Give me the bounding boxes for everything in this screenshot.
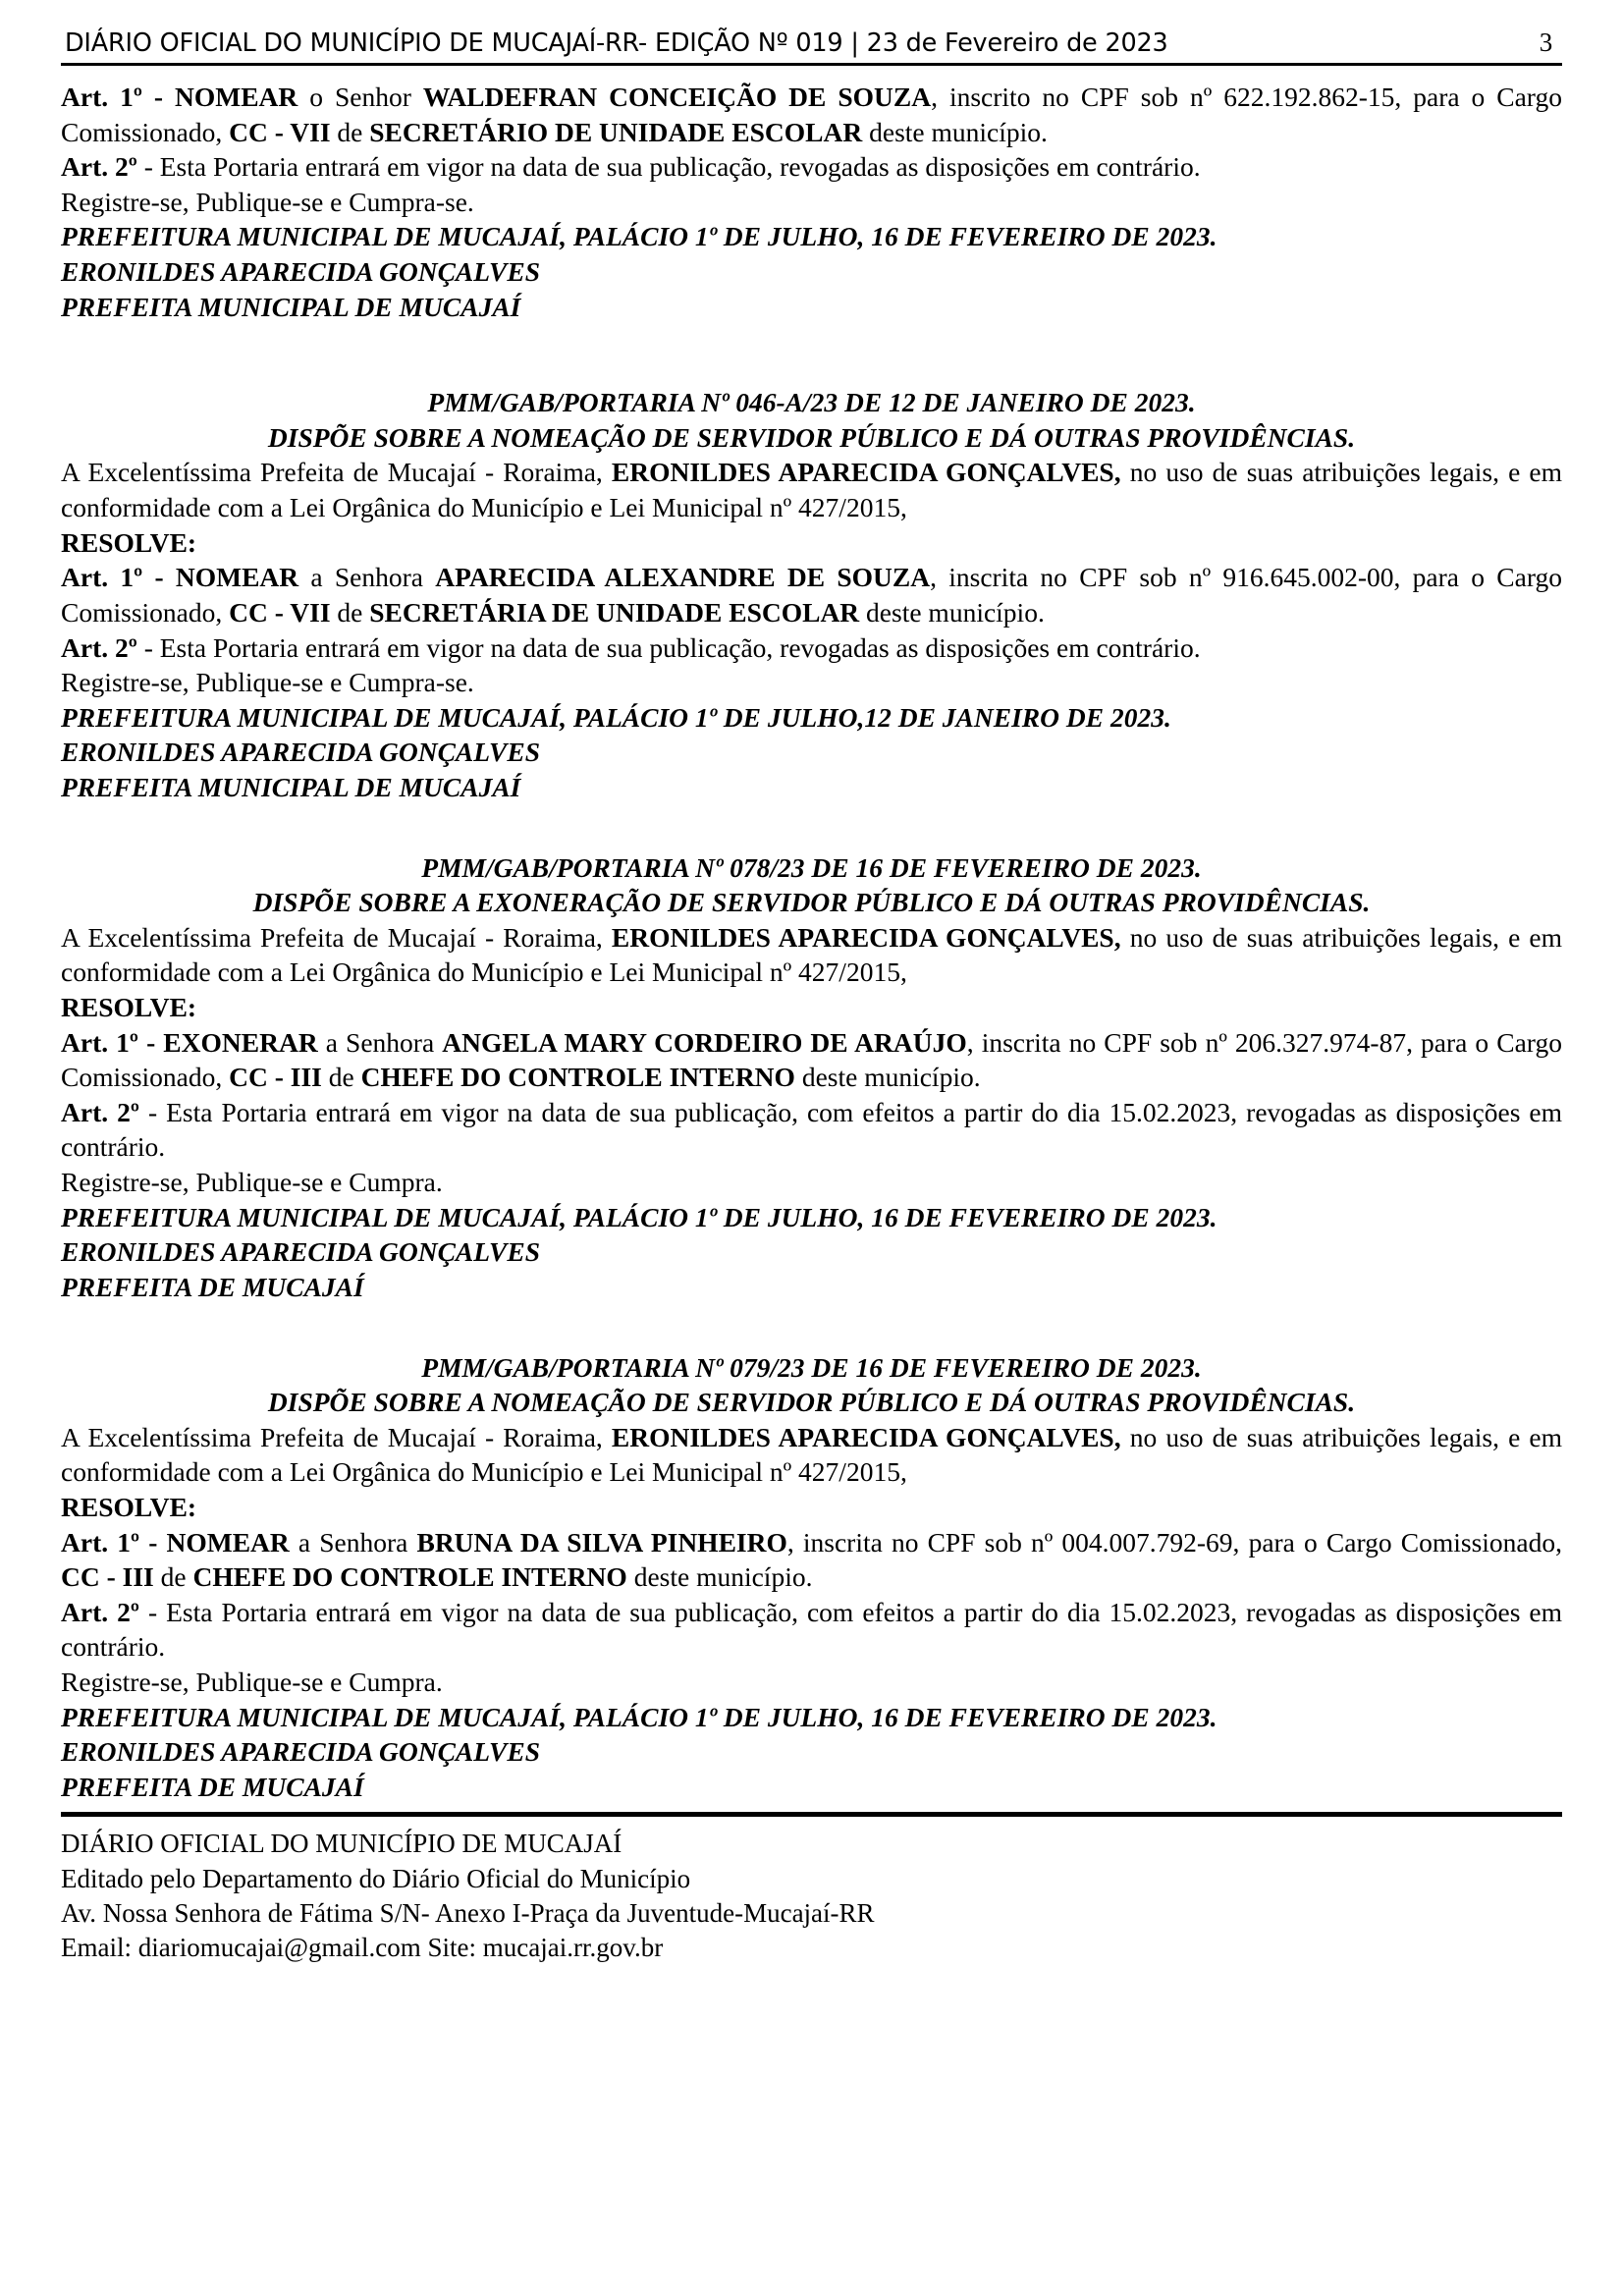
registre-line: Registre-se, Publique-se e Cumpra.	[61, 1666, 443, 1697]
portaria-ementa: DISPÕE SOBRE A NOMEAÇÃO DE SERVIDOR PÚBLICO E DÁ OUTRAS PROVIDÊNCIAS.	[267, 1387, 1356, 1418]
local-data-line: PREFEITURA MUNICIPAL DE MUCAJAÍ, PALÁCIO 1º DE JULHO, 16 DE FEVEREIRO DE 2023.	[61, 221, 1217, 252]
preamble-mayor-name: ERONILDES APARECIDA GONÇALVES,	[611, 921, 1121, 953]
article-1-cc: CC - VII	[229, 116, 331, 147]
article-2-text: - Esta Portaria entrará em vigor na data de sua publicação, com efeitos a partir do dia 15.02.2023, revogadas as disposições em contrário.	[61, 1096, 1563, 1163]
article-1-mid1: a Senhora	[289, 1526, 417, 1558]
signature-name: ERONILDES APARECIDA GONÇALVES	[61, 737, 541, 768]
article-1-cargo: SECRETÁRIO DE UNIDADE ESCOLAR	[369, 116, 863, 147]
document-body	[61, 80, 1562, 1804]
article-1-mid1: a Senhora	[317, 1026, 443, 1058]
article-1-suffix: deste município.	[794, 1062, 981, 1093]
article-1-cargo: CHEFE DO CONTROLE INTERNO	[192, 1561, 627, 1593]
article-1-mid2: , inscrito no CPF sob nº 622.192.862-15, para o Cargo Comissionado,	[61, 82, 1562, 147]
preamble-part1: A Excelentíssima Prefeita de Mucajaí - Roraima,	[61, 921, 612, 953]
portaria-section	[61, 385, 1562, 804]
article-1-mid3: de	[330, 596, 370, 628]
article-2	[61, 630, 1562, 666]
portaria-preamble	[61, 1420, 1562, 1490]
preamble-mayor-name: ERONILDES APARECIDA GONÇALVES,	[611, 1421, 1121, 1452]
footer-line-address: Av. Nossa Senhora de Fátima S/N- Anexo I-Praça da Juventude-Mucajaí-RR	[61, 1897, 875, 1928]
registre-line: Registre-se, Publique-se e Cumpra-se.	[61, 186, 474, 217]
article-1-mid2: , inscrita no CPF sob nº 916.645.002-00, para o Cargo Comissionado,	[61, 562, 1562, 628]
portaria-section	[61, 850, 1562, 1305]
article-2	[61, 1595, 1562, 1665]
footer-line-editor: Editado pelo Departamento do Diário Oficial do Município	[61, 1863, 691, 1893]
footer-line-title: DIÁRIO OFICIAL DO MUNICÍPIO DE MUCAJAÍ	[61, 1829, 622, 1859]
article-1-mid2: , inscrita no CPF sob nº 004.007.792-69, para o Cargo Comissionado,	[786, 1526, 1562, 1558]
portaria-ementa: DISPÕE SOBRE A NOMEAÇÃO DE SERVIDOR PÚBLICO E DÁ OUTRAS PROVIDÊNCIAS.	[267, 421, 1356, 453]
article-1-prefix: Art. 1º - NOMEAR	[61, 82, 298, 112]
article-1-prefix: Art. 1º - NOMEAR	[61, 1526, 290, 1558]
article-1	[61, 1025, 1562, 1095]
local-data-line: PREFEITURA MUNICIPAL DE MUCAJAÍ, PALÁCIO 1º DE JULHO,12 DE JANEIRO DE 2023.	[61, 701, 1171, 733]
article-1	[61, 560, 1562, 629]
signature-name: ERONILDES APARECIDA GONÇALVES	[61, 1236, 541, 1268]
page-header	[61, 27, 1562, 63]
local-data-line: PREFEITURA MUNICIPAL DE MUCAJAÍ, PALÁCIO 1º DE JULHO, 16 DE FEVEREIRO DE 2023.	[61, 1201, 1217, 1232]
page-number: 3	[1539, 27, 1552, 57]
article-1-cargo: SECRETÁRIA DE UNIDADE ESCOLAR	[369, 596, 860, 628]
article-1-mid1: a Senhora	[298, 562, 436, 593]
signature-role: PREFEITA DE MUCAJAÍ	[61, 1771, 364, 1802]
section-spacer	[61, 805, 1562, 850]
section-spacer	[61, 324, 1562, 385]
article-1-mid3: de	[321, 1062, 361, 1093]
registre-line: Registre-se, Publique-se e Cumpra-se.	[61, 667, 474, 698]
article-2-prefix: Art. 2º	[61, 1596, 139, 1627]
article-1-mid1: o Senhor	[298, 82, 423, 112]
preamble-part2: no uso de suas atribuições legais, e em conformidade com a Lei Orgânica do Município e Lei Municipal nº 427/2015,	[61, 457, 1563, 523]
resolve-label: RESOLVE:	[61, 1491, 197, 1522]
article-1-suffix: deste município.	[626, 1561, 813, 1593]
signature-role: PREFEITA MUNICIPAL DE MUCAJAÍ	[61, 291, 521, 322]
footer-divider	[61, 1812, 1562, 1817]
article-2-prefix: Art. 2º	[61, 1096, 139, 1127]
portaria-title: PMM/GAB/PORTARIA Nº 046-A/23 DE 12 DE JANEIRO DE 2023.	[427, 387, 1196, 418]
article-2-text: - Esta Portaria entrará em vigor na data de sua publicação, revogadas as disposições em contrário.	[136, 631, 1201, 663]
preamble-part1: A Excelentíssima Prefeita de Mucajaí - Roraima,	[61, 1421, 612, 1452]
article-1-cc: CC - III	[61, 1561, 154, 1593]
preamble-part2: no uso de suas atribuições legais, e em conformidade com a Lei Orgânica do Município e Lei Municipal nº 427/2015,	[61, 921, 1563, 988]
article-1-mid3: de	[153, 1561, 193, 1593]
portaria-ementa: DISPÕE SOBRE A EXONERAÇÃO DE SERVIDOR PÚBLICO E DÁ OUTRAS PROVIDÊNCIAS.	[252, 887, 1371, 918]
portaria-preamble	[61, 455, 1562, 524]
article-2-text: - Esta Portaria entrará em vigor na data de sua publicação, com efeitos a partir do dia 15.02.2023, revogadas as disposições em contrário.	[61, 1596, 1563, 1663]
article-1-person: WALDEFRAN CONCEIÇÃO DE SOUZA	[422, 82, 932, 112]
article-1-suffix: deste município.	[859, 596, 1045, 628]
article-2	[61, 149, 1562, 185]
footer-line-contact: Email: diariomucajai@gmail.com Site: mucajai.rr.gov.br	[61, 1932, 664, 1962]
article-1-cc: CC - III	[229, 1062, 322, 1093]
local-data-line: PREFEITURA MUNICIPAL DE MUCAJAÍ, PALÁCIO 1º DE JULHO, 16 DE FEVEREIRO DE 2023.	[61, 1701, 1217, 1732]
preamble-part1: A Excelentíssima Prefeita de Mucajaí - Roraima,	[61, 457, 612, 488]
article-2-text: - Esta Portaria entrará em vigor na data de sua publicação, revogadas as disposições em contrário.	[136, 151, 1201, 183]
signature-role: PREFEITA DE MUCAJAÍ	[61, 1271, 364, 1302]
portaria-preamble	[61, 920, 1562, 990]
article-2-prefix: Art. 2º	[61, 151, 137, 183]
resolve-label: RESOLVE:	[61, 526, 197, 558]
portaria-title: PMM/GAB/PORTARIA Nº 078/23 DE 16 DE FEVEREIRO DE 2023.	[421, 851, 1202, 883]
article-1	[61, 1525, 1562, 1595]
preamble-part2: no uso de suas atribuições legais, e em conformidade com a Lei Orgânica do Município e Lei Municipal nº 427/2015,	[61, 1421, 1563, 1488]
article-1-cc: CC - VII	[229, 596, 331, 628]
article-1-person: APARECIDA ALEXANDRE DE SOUZA	[435, 562, 931, 593]
registre-line: Registre-se, Publique-se e Cumpra.	[61, 1167, 443, 1198]
signature-role: PREFEITA MUNICIPAL DE MUCAJAÍ	[61, 771, 521, 802]
article-1-person: ANGELA MARY CORDEIRO DE ARAÚJO	[442, 1026, 967, 1058]
article-1-cargo: CHEFE DO CONTROLE INTERNO	[360, 1062, 795, 1093]
preamble-mayor-name: ERONILDES APARECIDA GONÇALVES,	[611, 457, 1121, 488]
header-divider	[61, 63, 1562, 66]
portaria-section	[61, 80, 1562, 324]
section-spacer	[61, 1305, 1562, 1350]
article-1-prefix: Art. 1º - EXONERAR	[61, 1026, 318, 1058]
article-1-suffix: deste município.	[862, 116, 1048, 147]
header-title: DIÁRIO OFICIAL DO MUNICÍPIO DE MUCAJAÍ-RR- EDIÇÃO Nº 019 | 23 de Fevereiro de 2023	[65, 28, 1168, 58]
signature-name: ERONILDES APARECIDA GONÇALVES	[61, 1736, 541, 1768]
article-2	[61, 1095, 1562, 1165]
page-footer	[61, 1827, 1562, 1964]
signature-name: ERONILDES APARECIDA GONÇALVES	[61, 256, 541, 288]
article-1-person: BRUNA DA SILVA PINHEIRO	[416, 1526, 787, 1558]
article-1-mid2: , inscrita no CPF sob nº 206.327.974-87, para o Cargo Comissionado,	[61, 1026, 1562, 1093]
article-1	[61, 80, 1562, 149]
resolve-label: RESOLVE:	[61, 992, 197, 1023]
article-1-mid3: de	[330, 116, 370, 147]
portaria-title: PMM/GAB/PORTARIA Nº 079/23 DE 16 DE FEVEREIRO DE 2023.	[421, 1351, 1202, 1383]
article-2-prefix: Art. 2º	[61, 631, 137, 663]
article-1-prefix: Art. 1º - NOMEAR	[61, 562, 299, 593]
portaria-section	[61, 1350, 1562, 1805]
